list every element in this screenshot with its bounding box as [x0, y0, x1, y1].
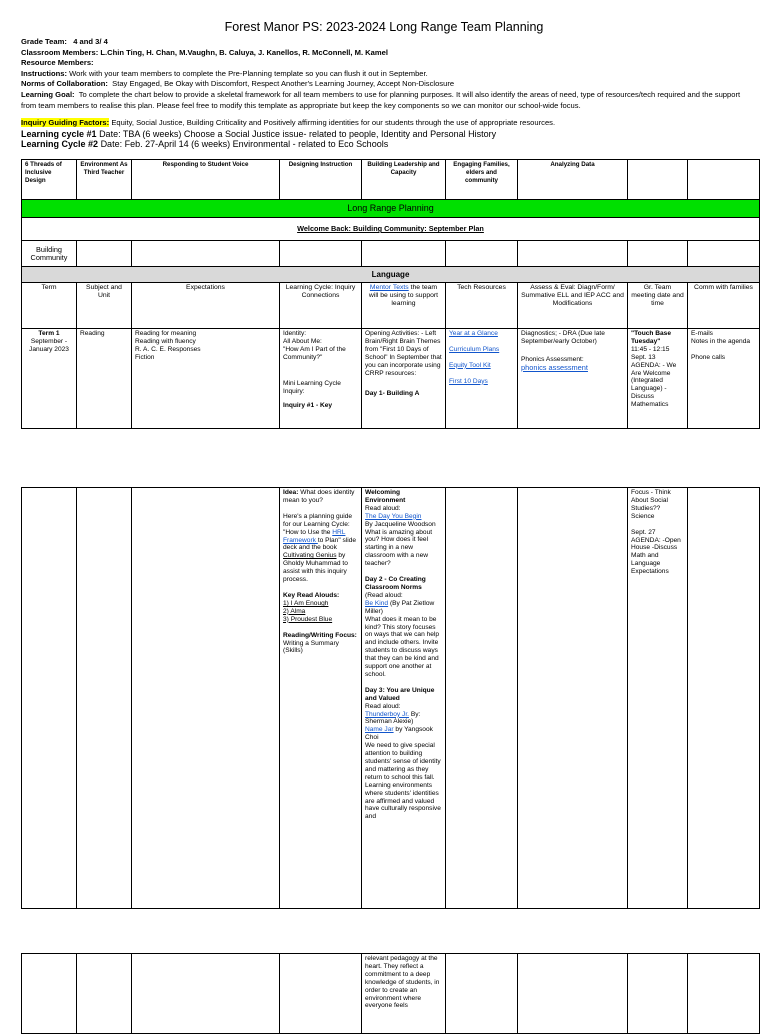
header-cell: 6 Threads of Inclusive Design — [22, 160, 77, 200]
expectations-cell: Reading for meaning Reading with fluency R. A. C. E. Responses Fiction — [132, 329, 280, 429]
comm-header: Comm with families — [688, 283, 760, 329]
mentor-texts-cell: relevant pedagogy at the heart. They reflect a commitment to a deep knowledge of students, in order to create an environment where everyone feels — [362, 954, 446, 1034]
learning-cycle-cell: Identity: All About Me: "How Am I Part of the Community?" Mini Learning Cycle Inquiry: Inquiry #1 - Key — [280, 329, 362, 429]
phonics-assessment-link[interactable]: phonics assessment — [521, 362, 588, 372]
long-range-banner: Long Range Planning — [22, 200, 760, 218]
comm-cell: E-mails Notes in the agenda Phone calls — [688, 329, 760, 429]
term-label: Term 1 — [38, 330, 60, 337]
header-row — [22, 160, 760, 200]
header-cell — [688, 160, 760, 200]
subject-cell: Reading — [77, 329, 132, 429]
header-cell: Responding to Student Voice — [132, 160, 280, 200]
subheader-row — [22, 283, 760, 329]
assess-cell: Diagnostics; - DRA (Due late September/early October) Phonics Assessment: phonics assessment — [518, 329, 628, 429]
header-cell: Building Leadership and Capacity — [362, 160, 446, 200]
meeting-header: Gr. Team meeting date and time — [628, 283, 688, 329]
welcome-heading: Welcome Back: Building Community: September Plan — [297, 224, 484, 234]
mentor-texts-header: Mentor Texts the team will be using to support learning — [362, 283, 446, 329]
mentor-texts-link[interactable]: Mentor Texts — [369, 284, 409, 291]
planning-table-continued-2 — [21, 953, 760, 1034]
assess-header: Assess & Eval: Diagn/Form/ Summative ELL and IEP ACC and Modifications — [518, 283, 628, 329]
learning-cycle-header: Learning Cycle: Inquiry Connections — [280, 283, 362, 329]
meeting-cell: "Touch Base Tuesday" 11:45 - 12:15 Sept. 13 AGENDA: - We Are Welcome (Integrated Language) -Discuss Mathematics — [628, 329, 688, 429]
document-meta: Grade Team: 4 and 3/ 4 Classroom Members: L.Chin Ting, H. Chan, M.Vaughn, B. Caluya, J. Kanellos, R. McConnell, M. Kamel Resource Members: Instructions: Work with your team members to complete the Pre-Planning template so you can flush it out in September. Norms of Collaboration: Stay Engaged, Be Okay with Discomfort, Respect Another's Learning Journey, Accept Non-Disclosure Learning Goal: To complete the chart below to provide a skeletal framework for all team members to use for planning purposes. It will also identify the areas of need, type of resources/tech required and the support from team members to realise this plan. Please feel free to modify this template as appropriate but keep the key components so we can monitor our school-wide focus. Inquiry Guiding Factors: Equity, Social Justice, Building Criticality and Positively affirming identities for our students through the use of appropriate resources. Learning cycle #1 Date: TBA (6 weeks) Choose a Social Justice issue- related to people, Identity and Personal History Learning Cycle #2 Date: Feb. 27-April 14 (6 weeks) Environmental - related to Eco Schools — [21, 37, 741, 150]
page-title: Forest Manor PS: 2023-2024 Long Range Team Planning — [224, 20, 544, 34]
thunderboy-link[interactable]: Thunderboy Jr. — [365, 710, 409, 718]
tech-header: Tech Resources — [446, 283, 518, 329]
term-dates: September - January 2023 — [29, 337, 69, 353]
learning-cycle-cell: Idea: What does identity mean to you? Here's a planning guide for our Learning Cycle: "How to Use the HRL Framework to Plan" slide deck and the book Cultivating Genius by Gholdy Muhammad to assist with this inquiry process. Key Read Alouds: 1) I Am Enough 2) Alma 3) Proudest Blue Reading/Writing Focus: Writing a Summary (Skills) — [280, 488, 362, 909]
first-10-days-link[interactable]: First 10 Days — [449, 377, 488, 385]
mentor-texts-cell: Welcoming Environment Read aloud: The Day You Begin By Jacqueline Woodson What is amazing about you? How does it feel starting in a new classroom with a new teacher? Day 2 - Co Creating Classroom Norms (Read aloud: Be Kind (By Pat Zietlow Miller) What does it mean to be kind? This story focuses on ways that we can help and include others. Invite students to discuss ways that they can be kind and support one another at school. Day 3: You are Unique and Valued Read aloud: Thunderboy Jr. By: Sherman Alexie) Name Jar by Yangsook Choi We need to give special attention to building students' sense of identity and mattering as they return to school this fall. Learning environments where students' identities are affirmed and valued have culturally responsive and — [362, 488, 446, 909]
language-heading: Language — [22, 267, 760, 283]
term1-row — [22, 329, 760, 429]
subject-header: Subject and Unit — [77, 283, 132, 329]
year-at-a-glance-link[interactable]: Year at a Glance — [449, 330, 498, 337]
header-cell: Analyzing Data — [518, 160, 628, 200]
tech-resources-cell — [446, 329, 518, 429]
the-day-you-begin-link[interactable]: The Day You Begin — [365, 512, 422, 520]
planning-table-continued — [21, 487, 760, 909]
expectations-header: Expectations — [132, 283, 280, 329]
curriculum-plans-link[interactable]: Curriculum Plans — [449, 345, 500, 353]
mentor-texts-cell: Opening Activities: - Left Brain/Right Brain Themes from "First 10 Days of School" In September that you can incorporate using CRRP resources: Day 1- Building A — [362, 329, 446, 429]
planning-table — [21, 159, 760, 429]
equity-tool-kit-link[interactable]: Equity Tool Kit — [449, 361, 491, 369]
name-jar-link[interactable]: Name Jar — [365, 726, 394, 734]
header-cell — [628, 160, 688, 200]
hrl-framework-link[interactable]: HRL Framework — [283, 528, 346, 544]
term-header: Term — [22, 283, 77, 329]
header-cell: Engaging Families, elders and community — [446, 160, 518, 200]
header-cell: Designing Instruction — [280, 160, 362, 200]
building-community-label: Building Community — [22, 241, 77, 267]
be-kind-link[interactable]: Be Kind — [365, 599, 389, 607]
meeting-cell: Focus - Think About Social Studies?? Science Sept. 27 AGENDA: -Open House -Discuss Math and Language Expectations — [628, 488, 688, 909]
header-cell: Environment As Third Teacher — [77, 160, 132, 200]
